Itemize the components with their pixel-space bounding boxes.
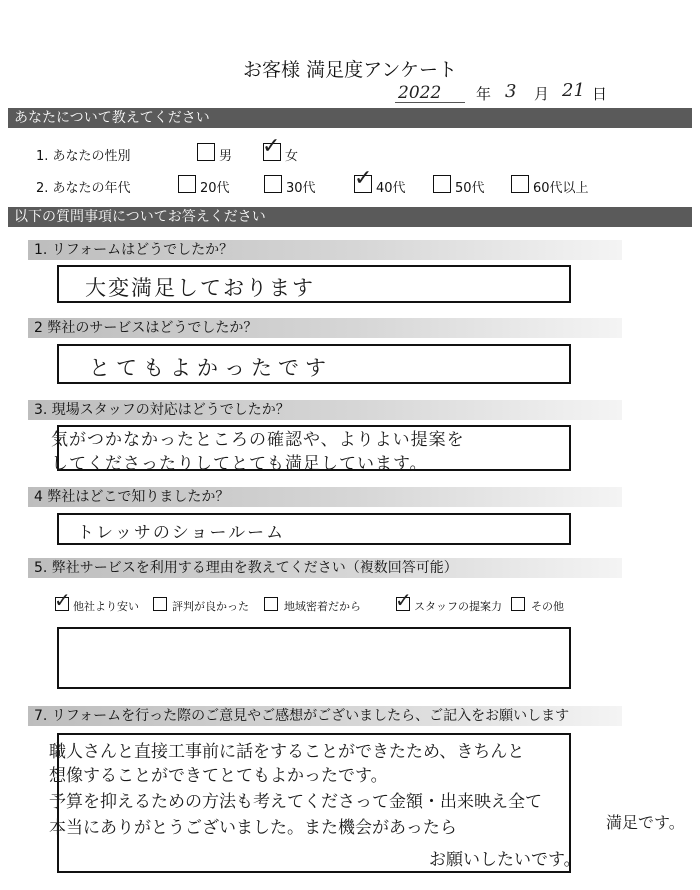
answer-box-q7[interactable] bbox=[49, 733, 581, 873]
question-4-label: 4 弊社はどこで知りましたか？ bbox=[28, 487, 622, 507]
answer-box-q3[interactable] bbox=[51, 425, 571, 474]
page-title: お客様 満足度アンケート bbox=[243, 59, 457, 81]
checkbox-age-30s[interactable] bbox=[264, 175, 282, 193]
answer-q7-margin-note: 満足です。 bbox=[606, 813, 685, 832]
option-male-label: 男 bbox=[219, 149, 233, 164]
checkbox-age-50s[interactable] bbox=[433, 175, 451, 193]
date-day-unit: 日 bbox=[592, 85, 608, 103]
date-year-handwritten: 2022 bbox=[398, 83, 442, 103]
question-7-label: 7. リフォームを行った際のご意見やご感想がございましたら、ご記入をお願いします bbox=[28, 706, 622, 726]
option-age-30s-label: 30代 bbox=[286, 181, 316, 196]
answer-q4-text: トレッサのショールーム bbox=[77, 523, 286, 543]
answer-q7-line-3: 予算を抑えるための方法も考えてくださって金額・出来映え全て bbox=[49, 792, 542, 812]
option-female-label: 女 bbox=[285, 149, 299, 164]
answer-box-q5-other[interactable] bbox=[57, 627, 571, 689]
checkbox-reputation[interactable] bbox=[153, 597, 167, 611]
option-local-label: 地域密着だから bbox=[284, 600, 361, 613]
checkmark-icon: ✓ bbox=[395, 588, 412, 612]
checkmark-icon: ✓ bbox=[262, 134, 281, 159]
answer-q3-line-2: してくださったりしてとても満足しています。 bbox=[51, 454, 428, 474]
answer-q1-text: 大変満足しております bbox=[85, 276, 315, 300]
checkbox-other[interactable] bbox=[511, 597, 525, 611]
checkbox-male[interactable] bbox=[197, 143, 215, 161]
answer-box-q1[interactable] bbox=[57, 265, 571, 303]
option-cheaper-label: 他社より安い bbox=[73, 600, 139, 613]
checkbox-age-20s[interactable] bbox=[178, 175, 196, 193]
section-header-about-you: あなたについて教えてください bbox=[8, 108, 692, 128]
answer-q7-line-1: 職人さんと直接工事前に話をすることができたため、きちんと bbox=[49, 742, 525, 762]
question-age-label: 2. あなたの年代 bbox=[36, 181, 131, 196]
date-underline bbox=[395, 102, 465, 103]
option-reputation-label: 評判が良かった bbox=[172, 600, 249, 613]
checkbox-local[interactable] bbox=[264, 597, 278, 611]
option-age-50s-label: 50代 bbox=[455, 181, 485, 196]
answer-q2-text: とてもよかったです bbox=[89, 356, 332, 380]
checkbox-age-60s-plus[interactable] bbox=[511, 175, 529, 193]
option-age-20s-label: 20代 bbox=[200, 181, 230, 196]
answer-box-q4[interactable] bbox=[57, 513, 571, 545]
answer-q3-line-1: 気がつかなかったところの確認や、よりよい提案を bbox=[51, 430, 465, 450]
answer-q7-line-4: 本当にありがとうございました。また機会があったら bbox=[49, 818, 457, 838]
checkmark-icon: ✓ bbox=[354, 166, 373, 191]
answer-q7-line-5: お願いしたいです。 bbox=[429, 850, 581, 870]
checkmark-icon: ✓ bbox=[54, 588, 71, 612]
date-day-handwritten: 21 bbox=[562, 80, 585, 101]
question-1-label: 1. リフォームはどうでしたか？ bbox=[28, 240, 622, 260]
option-staff-proposal-label: スタッフの提案力 bbox=[414, 600, 502, 613]
date-month-handwritten: 3 bbox=[505, 81, 517, 102]
option-age-60s-plus-label: 60代以上 bbox=[533, 181, 589, 196]
option-other-label: その他 bbox=[531, 600, 564, 613]
section-header-questions: 以下の質問事項についてお答えください bbox=[8, 207, 692, 227]
date-month-unit: 月 bbox=[534, 85, 550, 103]
answer-q7-line-2: 想像することができてとてもよかったです。 bbox=[49, 766, 388, 786]
date-year-unit: 年 bbox=[476, 85, 492, 103]
question-3-label: 3. 現場スタッフの対応はどうでしたか？ bbox=[28, 400, 622, 420]
question-gender-label: 1. あなたの性別 bbox=[36, 149, 131, 164]
option-age-40s-label: 40代 bbox=[376, 181, 406, 196]
question-2-label: 2 弊社のサービスはどうでしたか？ bbox=[28, 318, 622, 338]
question-5-label: 5. 弊社サービスを利用する理由を教えてください（複数回答可能） bbox=[28, 558, 622, 578]
answer-box-q2[interactable] bbox=[57, 344, 571, 384]
